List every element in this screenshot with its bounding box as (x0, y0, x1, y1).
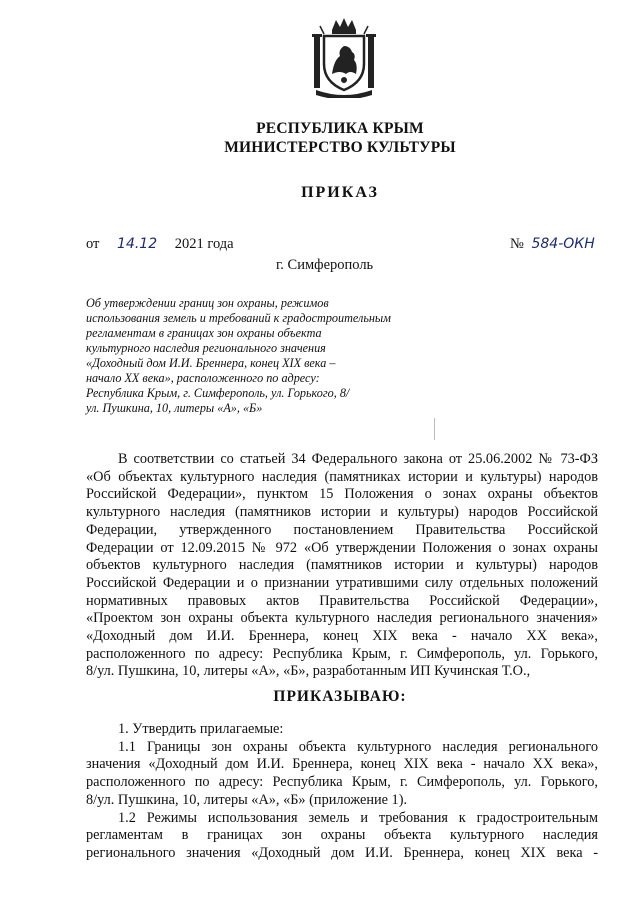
item-1-2-line: регламентам в границах зон охраны объекта культурного наследия (86, 827, 598, 844)
date-line (86, 236, 234, 253)
subject-line: использования земель и требований к градостроительным (86, 311, 391, 325)
date-prefix: от (86, 236, 100, 252)
preamble-line: Российской Федерации», пунктом 15 Положения о зонах охраны объектов (86, 486, 598, 503)
item-1: 1. Утвердить прилагаемые: (118, 721, 284, 737)
preamble-line: Федерации, утвержденного постановлением Правительства Российской (86, 521, 598, 538)
coat-of-arms-emblem (310, 16, 378, 98)
preamble-line: «Доходный дом И.И. Бреннера, конец XIX века - начало XX века», (86, 628, 598, 645)
subject-line: культурного наследия регионального значения (86, 341, 326, 355)
handwritten-number: 584-ОКН (531, 236, 595, 252)
preamble-line: нормативных правовых актов Правительства Российской Федерации», (86, 592, 598, 609)
subject-line: Республика Крым, г. Симферополь, ул. Горького, 8/ (86, 386, 350, 400)
item-1-1-line: значения «Доходный дом И.И. Бреннера, конец XIX века - начало XX века», (86, 756, 598, 773)
preamble-line: «Проектом зон охраны объекта культурного наследия регионального значения» (86, 610, 598, 627)
order-number (510, 236, 595, 253)
coat-of-arms-icon (310, 16, 378, 98)
item-1-1-line: 8/ул. Пушкина, 10, литеры «А», «Б» (приложение 1). (86, 791, 408, 808)
ministry-heading: МИНИСТЕРСТВО КУЛЬТУРЫ (224, 139, 456, 156)
preamble-line: Российской Федерации и о признании утратившими силу отдельных положений (86, 574, 598, 591)
preamble-line: культурного наследия (памятников истории и культуры) народов Российской (86, 504, 598, 521)
item-1-2-line: 1.2 Режимы использования земель и требования к градостроительным (118, 809, 598, 826)
order-items (86, 721, 598, 863)
date-year: 2021 года (174, 236, 234, 252)
preamble-line: объектов культурного наследия (памятников истории и культуры) народов (86, 557, 598, 574)
city-line: г. Симферополь (276, 257, 374, 273)
item-1-1-line: 1.1 Границы зон охраны объекта культурного наследия регионального (118, 738, 598, 755)
subject-line: Об утверждении границ зон охраны, режимов (86, 296, 329, 310)
decree-heading: ПРИКАЗЫВАЮ: (273, 688, 407, 705)
subject-line: начало XX века», расположенного по адресу: (86, 371, 320, 385)
document-type-title: ПРИКАЗ (301, 184, 379, 201)
preamble-line: расположенного по адресу: Республика Крым, г. Симферополь, ул. Горького, (86, 645, 598, 662)
subject-line: «Доходный дом И.И. Бреннера, конец XIX века – (86, 356, 336, 370)
preamble-paragraph (86, 451, 598, 681)
order-subject (86, 296, 416, 416)
preamble-line: В соответствии со статьей 34 Федерального закона от 25.06.2002 № 73-ФЗ (118, 451, 598, 467)
subject-line: регламентам в границах зон охраны объекта (86, 326, 322, 340)
preamble-line: Федерации от 12.09.2015 № 972 «Об утверждении Положения о зонах охраны (86, 539, 598, 556)
preamble-line: 8/ул. Пушкина, 10, литеры «А», «Б», разработанным ИП Кучинская Т.О., (86, 663, 531, 680)
preamble-line: «Об объектах культурного наследия (памятниках истории и культуры) народов (86, 468, 598, 485)
item-1-2-line: регионального значения «Доходный дом И.И. Бреннера, конец XIX века - (86, 844, 598, 861)
republic-heading: РЕСПУБЛИКА КРЫМ (256, 120, 424, 137)
subject-line: ул. Пушкина, 10, литеры «А», «Б» (86, 401, 263, 415)
number-prefix: № (510, 236, 524, 252)
page-mark (434, 418, 435, 440)
item-1-1-line: расположенного по адресу: Республика Крым, г. Симферополь, ул. Горького, (86, 774, 598, 791)
handwritten-date: 14.12 (117, 236, 158, 252)
